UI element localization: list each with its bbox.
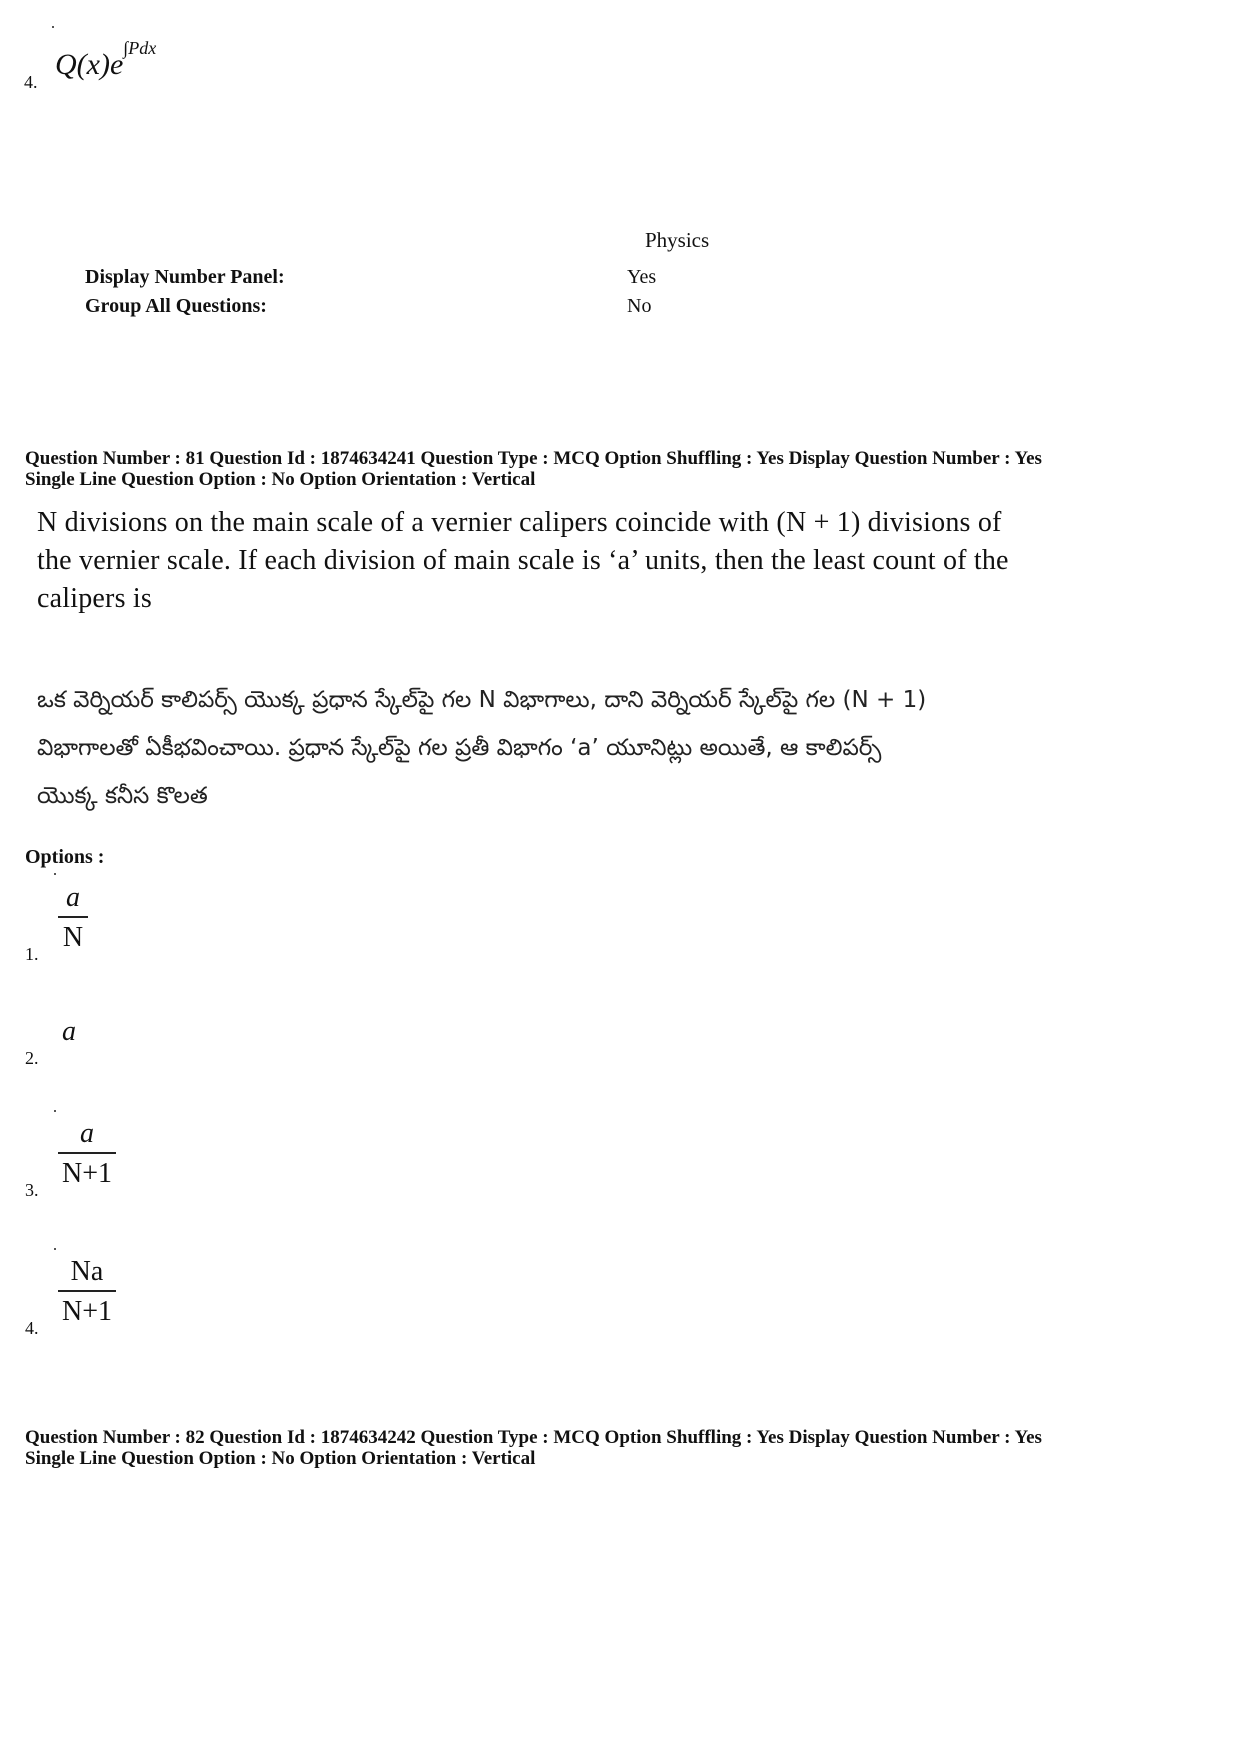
option-4-numerator-text: Na <box>70 1256 104 1287</box>
prev-option-expr-main: Q(x)e <box>55 48 124 81</box>
option-3-fraction <box>58 1118 116 1190</box>
setting-value-group-all-questions: No <box>627 295 652 317</box>
artifact-dot <box>54 1110 56 1112</box>
artifact-dot <box>52 26 54 28</box>
option-1-numerator: a <box>66 882 80 913</box>
option-3-numerator: a <box>80 1118 94 1149</box>
options-label: Options : <box>25 846 105 868</box>
option-4-number: 4. <box>25 1318 39 1338</box>
option-1-number: 1. <box>25 944 39 964</box>
question-text-line: calipers is <box>37 583 152 614</box>
option-4-fraction <box>58 1256 116 1328</box>
prev-option-expression <box>55 38 157 82</box>
setting-value-display-number-panel: Yes <box>627 266 657 288</box>
question-82-meta-line2: Single Line Question Option : No Option Orientation : Vertical <box>25 1448 536 1469</box>
question-81-text-en <box>37 504 1187 618</box>
option-1-denominator: N <box>62 922 84 953</box>
option-2-value: a <box>62 1016 76 1047</box>
setting-label-display-number-panel: Display Number Panel: <box>85 266 285 288</box>
prev-option-number: 4. <box>24 72 38 92</box>
question-text-line: the vernier scale. If each division of main scale is ‘a’ units, then the least count of the <box>37 545 1009 576</box>
question-81-meta-line2: Single Line Question Option : No Option Orientation : Vertical <box>25 469 536 490</box>
question-text-line: యొక్క కనీస కొలత <box>37 783 208 809</box>
option-3-denominator: N+1 <box>61 1158 112 1189</box>
prev-option-expr-sup: ∫Pdx <box>123 38 157 58</box>
artifact-dot <box>54 1248 56 1250</box>
artifact-dot <box>54 873 56 875</box>
option-1-fraction <box>58 882 88 954</box>
question-81-meta-line1: Question Number : 81 Question Id : 1874634241 Question Type : MCQ Option Shuffling : Yes Display Question Number : Yes <box>25 448 1042 469</box>
question-82-meta-line1: Question Number : 82 Question Id : 1874634242 Question Type : MCQ Option Shuffling : Yes Display Question Number : Yes <box>25 1427 1042 1448</box>
option-4-numerator <box>58 1256 116 1290</box>
question-text-line: ఒక వెర్నియర్ కాలిపర్స్ యొక్క ప్రధాన స్కేల్‌పై గల N విభాగాలు, దాని వెర్నియర్ స్కేల్‌పై గల (N + 1) <box>37 687 927 713</box>
option-2-number: 2. <box>25 1048 39 1068</box>
section-title: Physics <box>645 228 710 252</box>
setting-label-group-all-questions: Group All Questions: <box>85 295 267 317</box>
question-81-text-te <box>37 676 1187 820</box>
question-text-line: N divisions on the main scale of a vernier calipers coincide with (N + 1) divisions of <box>37 507 1002 538</box>
question-text-line: విభాగాలతో ఏకీభవించాయి. ప్రధాన స్కేల్‌పై గల ప్రతీ విభాగం ‘a’ యూనిట్లు అయితే, ఆ కాలిపర్స్ <box>37 735 882 761</box>
option-4-denominator: N+1 <box>61 1296 112 1327</box>
option-3-number: 3. <box>25 1180 39 1200</box>
